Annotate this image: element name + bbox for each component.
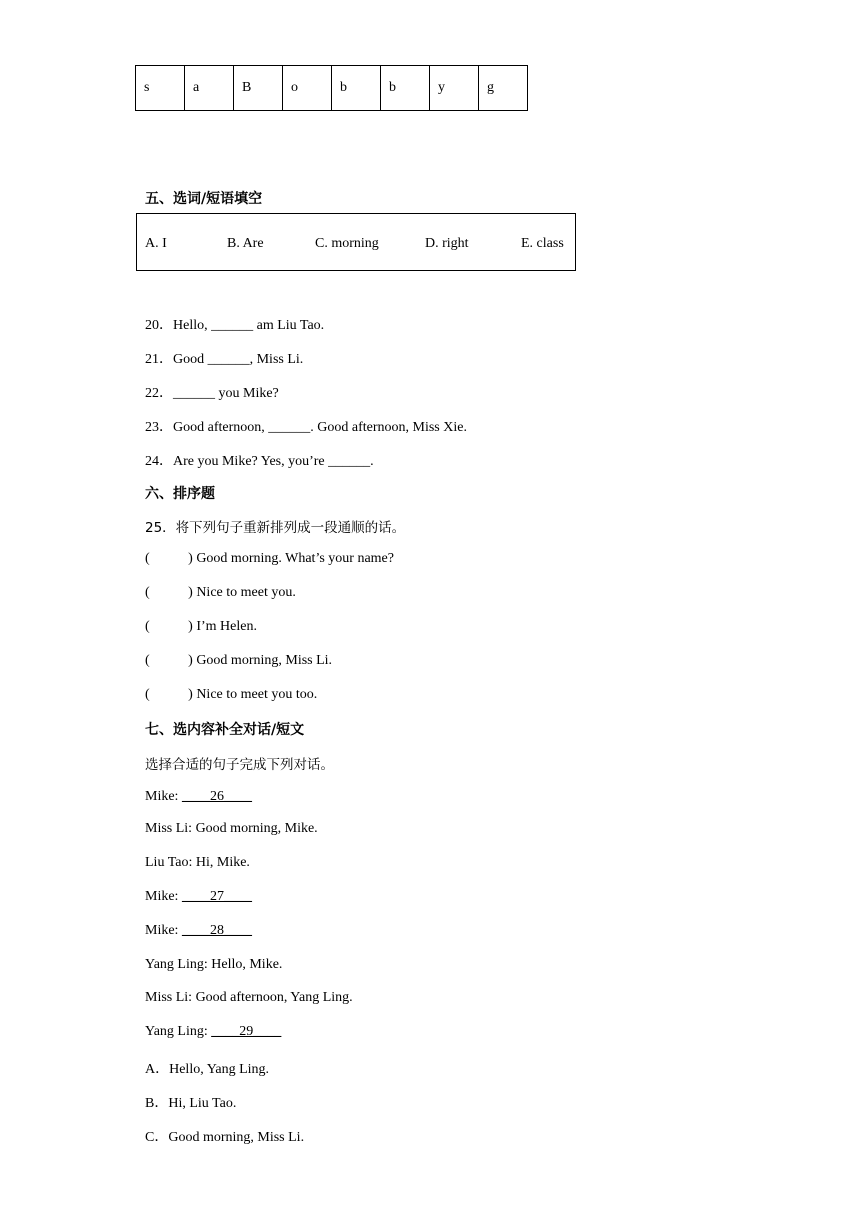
letter-cell: y xyxy=(430,66,479,111)
question-21: 21．Good ______, Miss Li. xyxy=(145,352,304,367)
letter-cell: g xyxy=(479,66,528,111)
letter-cell: s xyxy=(136,66,185,111)
letter-cell: b xyxy=(332,66,381,111)
order-item: ( ) Good morning, Miss Li. xyxy=(145,653,333,668)
dialog-blank: ____28____ xyxy=(181,923,252,938)
dialog-speaker: Yang Ling: xyxy=(145,1024,212,1039)
section6-heading: 六、排序题 xyxy=(145,486,215,502)
question-25 xyxy=(145,516,405,537)
word-options-box xyxy=(136,213,576,271)
option-d: D. right xyxy=(425,236,469,251)
dialog-blank: ____27____ xyxy=(181,889,252,904)
choice-c: C．Good morning, Miss Li. xyxy=(145,1130,305,1145)
order-item: ( ) I’m Helen. xyxy=(145,619,257,634)
dialog-blank: ____29____ xyxy=(211,1024,282,1039)
letter-cell: B xyxy=(234,66,283,111)
order-item: ( ) Nice to meet you too. xyxy=(145,687,318,702)
instruction xyxy=(145,753,334,774)
question-22: 22．______ you Mike? xyxy=(145,386,279,401)
dialog-line xyxy=(145,789,252,805)
letter-cell: o xyxy=(283,66,332,111)
letter-grid xyxy=(135,65,528,111)
question-20: 20．Hello, ______ am Liu Tao. xyxy=(145,318,325,333)
choice-b: B．Hi, Liu Tao. xyxy=(145,1096,237,1111)
choice-a: A．Hello, Yang Ling. xyxy=(145,1062,270,1077)
dialog-line: Yang Ling: Hello, Mike. xyxy=(145,957,283,972)
option-c: C. morning xyxy=(315,236,379,251)
letter-cell: b xyxy=(381,66,430,111)
dialog-blank: ____26____ xyxy=(181,789,252,804)
letter-cell: a xyxy=(185,66,234,111)
question-23: 23．Good afternoon, ______. Good afternoon, Miss Xie. xyxy=(145,420,467,435)
instruction-text: 选择合适的句子完成下列对话。 xyxy=(145,757,334,773)
dialog-line xyxy=(145,1024,281,1040)
dialog-speaker: Mike: xyxy=(145,789,182,804)
dialog-line: Miss Li: Good morning, Mike. xyxy=(145,821,318,836)
option-b: B. Are xyxy=(227,236,264,251)
section7-heading: 七、选内容补全对话/短文 xyxy=(145,722,305,738)
dialog-line xyxy=(145,923,252,939)
letter-row xyxy=(136,66,528,111)
question-25-text: 25．将下列句子重新排列成一段通顺的话。 xyxy=(145,520,406,536)
dialog-line xyxy=(145,889,252,905)
option-a: A. I xyxy=(145,236,167,251)
section5-heading: 五、选词/短语填空 xyxy=(145,191,263,207)
question-24: 24．Are you Mike? Yes, you’re ______. xyxy=(145,454,374,469)
dialog-speaker: Mike: xyxy=(145,889,182,904)
dialog-speaker: Mike: xyxy=(145,923,182,938)
dialog-line: Liu Tao: Hi, Mike. xyxy=(145,855,250,870)
dialog-line: Miss Li: Good afternoon, Yang Ling. xyxy=(145,990,353,1005)
option-e: E. class xyxy=(521,236,564,251)
order-item: ( ) Good morning. What’s your name? xyxy=(145,551,394,566)
order-item: ( ) Nice to meet you. xyxy=(145,585,296,600)
